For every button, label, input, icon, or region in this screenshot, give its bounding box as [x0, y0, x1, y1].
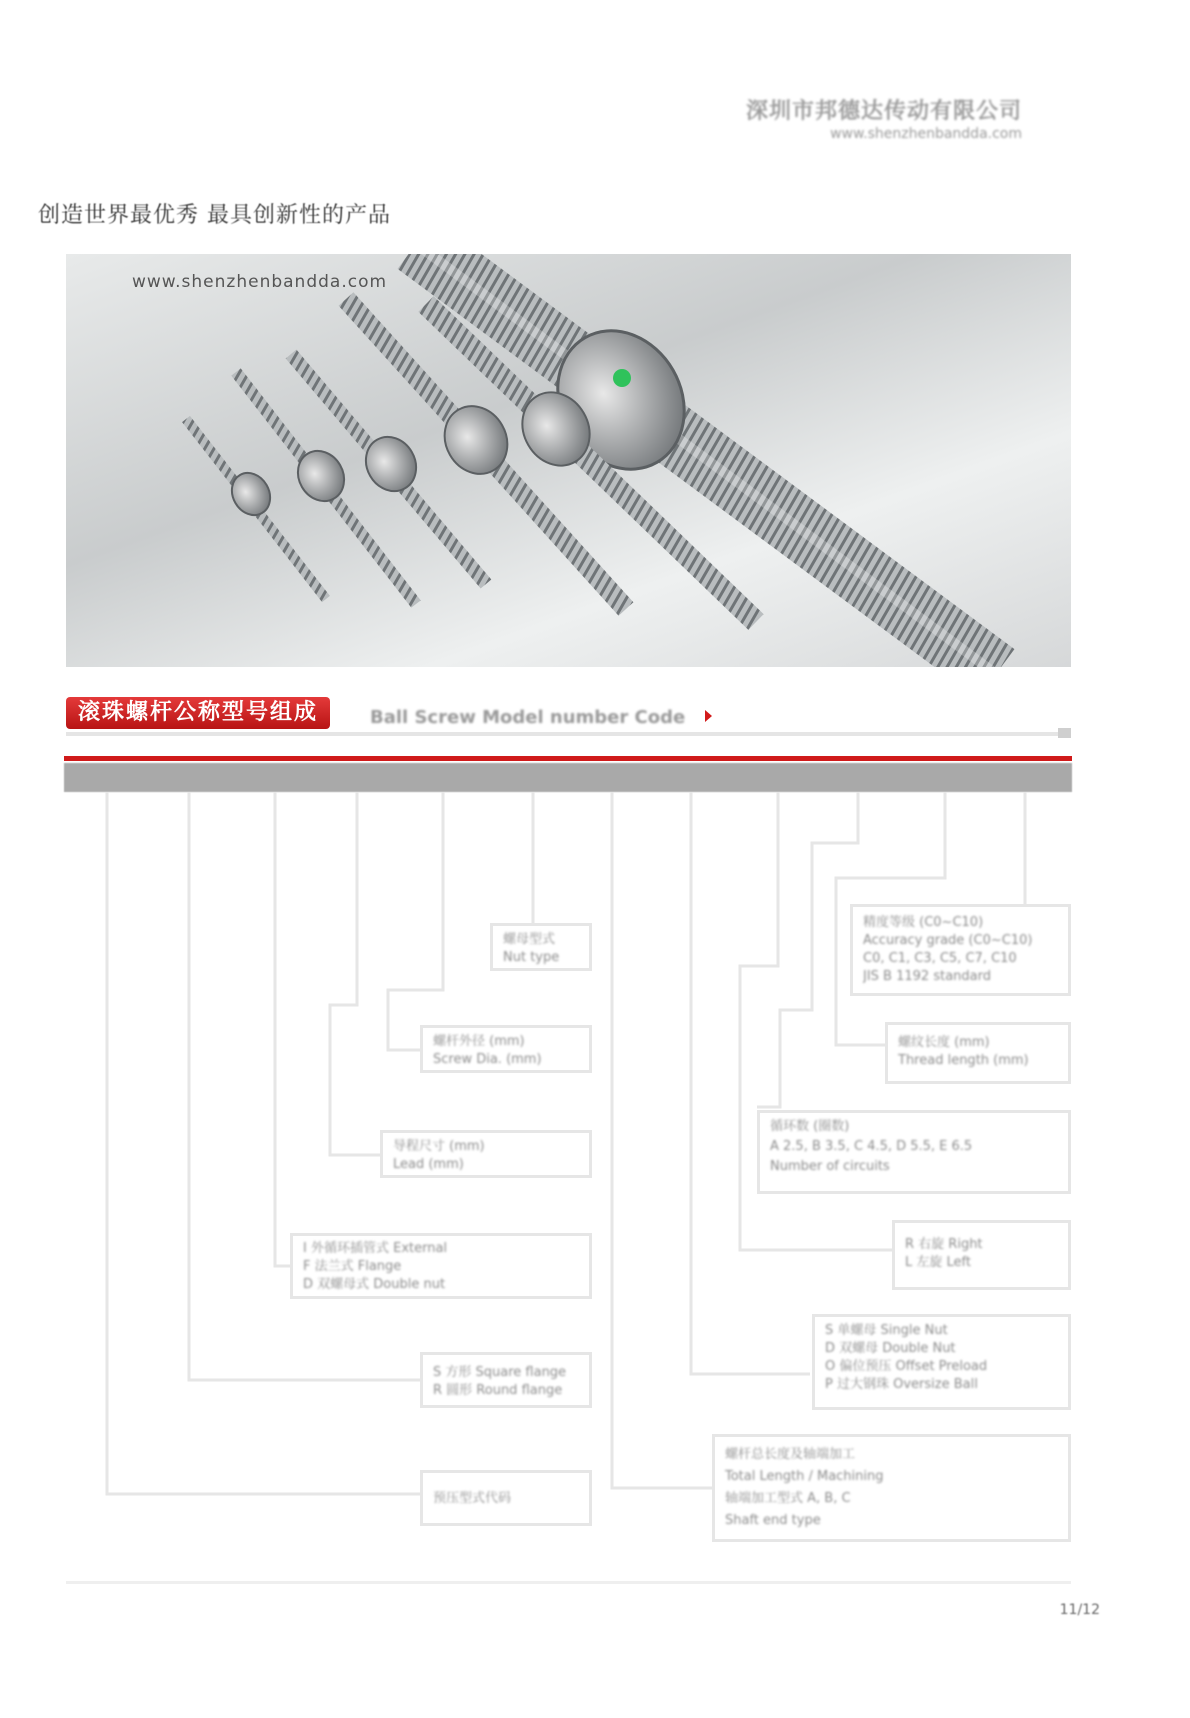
direction-box — [892, 1220, 1071, 1290]
box-line: 螺杆总长度及轴端加工 — [725, 1447, 856, 1462]
box-line: L 左旋 Left — [905, 1255, 971, 1270]
accuracy-grade-box — [850, 904, 1071, 996]
box-line: Screw Dia. (mm) — [433, 1052, 542, 1067]
box-line: 螺母型式 — [503, 932, 556, 947]
box-line: S 单螺母 Single Nut — [825, 1323, 948, 1338]
company-name: 深圳市邦德达传动有限公司 — [745, 99, 1022, 124]
box-line: 导程尺寸 (mm) — [393, 1139, 485, 1154]
box-line: Accuracy grade (C0~C10) — [863, 933, 1033, 948]
box-line: 循环数 (圈数) — [770, 1119, 850, 1134]
box-line: I 外循环插管式 External — [303, 1241, 448, 1256]
red-divider — [64, 756, 1072, 761]
ball-screw-photo — [66, 254, 1071, 667]
box-line: R 右旋 Right — [905, 1237, 983, 1252]
nut-type-box — [490, 923, 592, 971]
box-line: Shaft end type — [725, 1513, 821, 1528]
slogan: 创造世界最优秀 最具创新性的产品 — [38, 203, 391, 228]
page-number: 11/12 — [1059, 1602, 1100, 1618]
ball-screw-illustration — [66, 254, 1071, 667]
section-rule-end — [1058, 728, 1071, 738]
box-line: S 方形 Square flange — [433, 1365, 567, 1380]
section-title-en: Ball Screw Model number Code — [370, 707, 686, 728]
nut-style-box — [812, 1314, 1071, 1410]
section-rule — [66, 732, 1071, 736]
flange-shape-box — [420, 1352, 592, 1408]
box-line: A 2.5, B 3.5, C 4.5, D 5.5, E 6.5 — [770, 1139, 973, 1154]
section-title-cn: 滚珠螺杆公称型号组成 — [66, 697, 330, 729]
box-line: P 过大钢珠 Oversize Ball — [825, 1377, 978, 1392]
box-line: Nut type — [503, 950, 560, 965]
total-length-box — [712, 1434, 1071, 1542]
company-url[interactable]: www.shenzhenbandda.com — [830, 126, 1022, 142]
box-line: O 偏位预压 Offset Preload — [825, 1359, 988, 1374]
model-code-bar — [64, 763, 1072, 792]
lead-box — [380, 1130, 592, 1178]
thread-length-box — [885, 1022, 1071, 1084]
box-line: Number of circuits — [770, 1159, 890, 1174]
box-line: D 双螺母式 Double nut — [303, 1277, 446, 1292]
box-line: 螺杆外径 (mm) — [433, 1034, 525, 1049]
box-line: 螺纹长度 (mm) — [898, 1035, 990, 1050]
box-line: R 圆形 Round flange — [433, 1383, 563, 1398]
box-line: D 双螺母 Double Nut — [825, 1341, 956, 1356]
box-line: 精度等级 (C0~C10) — [863, 915, 984, 930]
circuit-type-box — [290, 1233, 592, 1299]
arrow-right-icon — [705, 710, 712, 722]
box-line: Total Length / Machining — [725, 1469, 884, 1484]
box-line: Lead (mm) — [393, 1157, 464, 1172]
box-line: 轴端加工型式 A, B, C — [725, 1491, 851, 1506]
box-line: JIS B 1192 standard — [863, 969, 991, 984]
box-line: Thread length (mm) — [898, 1053, 1029, 1068]
box-line: F 法兰式 Flange — [303, 1259, 402, 1274]
screw-diameter-box — [420, 1025, 592, 1073]
preload-box — [420, 1470, 592, 1526]
box-line: C0, C1, C3, C5, C7, C10 — [863, 951, 1017, 966]
box-line: 预压型式代码 — [433, 1491, 512, 1506]
circuits-box — [757, 1110, 1071, 1194]
footer-rule — [66, 1581, 1071, 1584]
photo-watermark-url: www.shenzhenbandda.com — [132, 272, 388, 292]
